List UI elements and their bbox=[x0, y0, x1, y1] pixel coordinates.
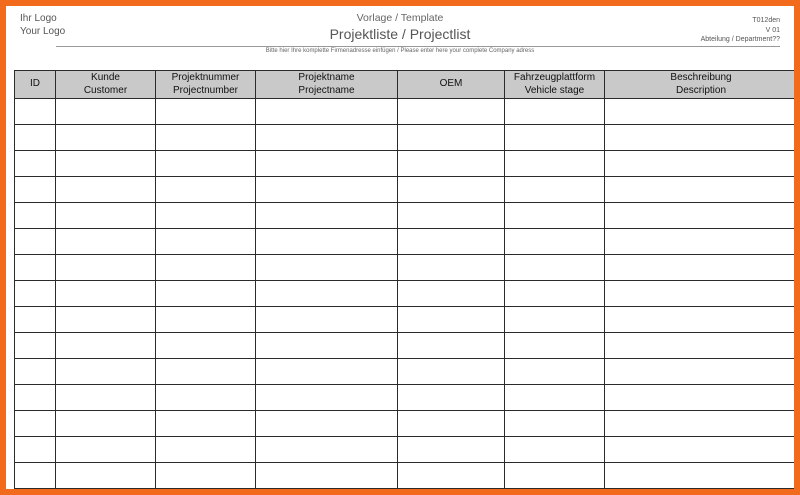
table-cell[interactable] bbox=[505, 255, 605, 281]
table-cell[interactable] bbox=[15, 125, 56, 151]
table-cell[interactable] bbox=[256, 463, 398, 489]
table-cell[interactable] bbox=[56, 203, 156, 229]
table-row bbox=[15, 463, 798, 489]
table-cell[interactable] bbox=[505, 203, 605, 229]
table-cell[interactable] bbox=[156, 307, 256, 333]
table-cell[interactable] bbox=[15, 307, 56, 333]
logo-line-german: Ihr Logo bbox=[20, 13, 57, 24]
table-cell[interactable] bbox=[156, 463, 256, 489]
table-cell[interactable] bbox=[605, 255, 798, 281]
table-cell[interactable] bbox=[56, 437, 156, 463]
table-cell[interactable] bbox=[398, 437, 505, 463]
table-cell[interactable] bbox=[56, 229, 156, 255]
table-cell[interactable] bbox=[505, 333, 605, 359]
table-cell[interactable] bbox=[505, 177, 605, 203]
table-cell[interactable] bbox=[505, 151, 605, 177]
table-cell[interactable] bbox=[398, 333, 505, 359]
table-cell[interactable] bbox=[505, 281, 605, 307]
header-divider bbox=[56, 46, 780, 47]
department-label: Abteilung / Department?? bbox=[700, 36, 780, 43]
table-row bbox=[15, 281, 798, 307]
table-cell[interactable] bbox=[15, 177, 56, 203]
table-cell[interactable] bbox=[256, 99, 398, 125]
table-cell[interactable] bbox=[15, 333, 56, 359]
table-cell[interactable] bbox=[156, 203, 256, 229]
table-cell[interactable] bbox=[15, 151, 56, 177]
table-row bbox=[15, 125, 798, 151]
table-cell[interactable] bbox=[15, 203, 56, 229]
table-row bbox=[15, 437, 798, 463]
table-cell[interactable] bbox=[605, 385, 798, 411]
table-cell[interactable] bbox=[56, 151, 156, 177]
column-header-id: ID bbox=[15, 71, 56, 99]
table-cell[interactable] bbox=[156, 255, 256, 281]
table-cell[interactable] bbox=[505, 463, 605, 489]
document-version: V 01 bbox=[765, 26, 780, 34]
table-cell[interactable] bbox=[605, 359, 798, 385]
table-cell[interactable] bbox=[56, 255, 156, 281]
table-cell[interactable] bbox=[156, 411, 256, 437]
table-cell[interactable] bbox=[398, 229, 505, 255]
table-cell[interactable] bbox=[398, 255, 505, 281]
table-row bbox=[15, 307, 798, 333]
table-body bbox=[15, 99, 798, 489]
column-header-customer: Kunde Customer bbox=[56, 71, 156, 99]
table-row bbox=[15, 385, 798, 411]
table-cell[interactable] bbox=[605, 177, 798, 203]
table-cell[interactable] bbox=[156, 333, 256, 359]
table-cell[interactable] bbox=[156, 229, 256, 255]
table-cell[interactable] bbox=[15, 255, 56, 281]
table-cell[interactable] bbox=[56, 333, 156, 359]
table-cell[interactable] bbox=[505, 229, 605, 255]
table-cell[interactable] bbox=[15, 229, 56, 255]
table-cell[interactable] bbox=[398, 307, 505, 333]
table-cell[interactable] bbox=[505, 99, 605, 125]
table-cell[interactable] bbox=[56, 177, 156, 203]
table-header-row bbox=[15, 71, 798, 99]
table-cell[interactable] bbox=[505, 359, 605, 385]
document-meta bbox=[701, 16, 780, 45]
document-code: T012den bbox=[752, 17, 780, 24]
table-cell[interactable] bbox=[605, 229, 798, 255]
table-cell[interactable] bbox=[15, 437, 56, 463]
table-cell[interactable] bbox=[256, 281, 398, 307]
table-row bbox=[15, 177, 798, 203]
table-cell[interactable] bbox=[156, 177, 256, 203]
table-cell[interactable] bbox=[605, 99, 798, 125]
table-cell[interactable] bbox=[256, 359, 398, 385]
table-cell[interactable] bbox=[56, 411, 156, 437]
table-row bbox=[15, 229, 798, 255]
table-cell[interactable] bbox=[256, 385, 398, 411]
table-cell[interactable] bbox=[605, 151, 798, 177]
table-cell[interactable] bbox=[15, 385, 56, 411]
table-cell[interactable] bbox=[156, 125, 256, 151]
document-title: Projektliste / Projectlist bbox=[329, 26, 471, 42]
table-cell[interactable] bbox=[398, 203, 505, 229]
table-cell[interactable] bbox=[56, 359, 156, 385]
document-subtitle: Vorlage / Template bbox=[356, 12, 444, 24]
table-cell[interactable] bbox=[605, 437, 798, 463]
table-cell[interactable] bbox=[605, 281, 798, 307]
table-cell[interactable] bbox=[605, 411, 798, 437]
table-cell[interactable] bbox=[398, 125, 505, 151]
title-block bbox=[6, 12, 794, 43]
table-row bbox=[15, 255, 798, 281]
table-cell[interactable] bbox=[156, 99, 256, 125]
table-cell[interactable] bbox=[15, 411, 56, 437]
table-cell[interactable] bbox=[398, 151, 505, 177]
table-cell[interactable] bbox=[256, 125, 398, 151]
table-cell[interactable] bbox=[15, 281, 56, 307]
table-cell[interactable] bbox=[398, 359, 505, 385]
table-cell[interactable] bbox=[398, 281, 505, 307]
table-cell[interactable] bbox=[56, 125, 156, 151]
table-cell[interactable] bbox=[505, 307, 605, 333]
table-cell[interactable] bbox=[398, 385, 505, 411]
table-row bbox=[15, 333, 798, 359]
table-row bbox=[15, 151, 798, 177]
table-cell[interactable] bbox=[156, 437, 256, 463]
table-row bbox=[15, 203, 798, 229]
table-cell[interactable] bbox=[605, 307, 798, 333]
table-cell[interactable] bbox=[398, 463, 505, 489]
table-cell[interactable] bbox=[156, 151, 256, 177]
table-cell[interactable] bbox=[505, 411, 605, 437]
table-cell[interactable] bbox=[256, 437, 398, 463]
table-cell[interactable] bbox=[398, 411, 505, 437]
logo-line-english: Your Logo bbox=[20, 26, 66, 37]
table-cell[interactable] bbox=[256, 203, 398, 229]
column-header-vehicle-stage: Fahrzeugplattform Vehicle stage bbox=[505, 71, 605, 99]
table-row bbox=[15, 411, 798, 437]
table-cell[interactable] bbox=[398, 99, 505, 125]
table-cell[interactable] bbox=[15, 359, 56, 385]
table-cell[interactable] bbox=[56, 307, 156, 333]
column-header-project-name: Projektname Projectname bbox=[256, 71, 398, 99]
table-cell[interactable] bbox=[256, 307, 398, 333]
table-cell[interactable] bbox=[605, 203, 798, 229]
column-header-project-number: Projektnummer Projectnumber bbox=[156, 71, 256, 99]
table-cell[interactable] bbox=[256, 255, 398, 281]
table-cell[interactable] bbox=[156, 281, 256, 307]
table-row bbox=[15, 359, 798, 385]
table-cell[interactable] bbox=[256, 333, 398, 359]
table-cell[interactable] bbox=[505, 437, 605, 463]
table-cell[interactable] bbox=[256, 411, 398, 437]
table-cell[interactable] bbox=[398, 177, 505, 203]
column-header-description: Beschreibung Description bbox=[605, 71, 798, 99]
table-cell[interactable] bbox=[56, 463, 156, 489]
table-cell[interactable] bbox=[256, 229, 398, 255]
table-cell[interactable] bbox=[605, 463, 798, 489]
table-cell[interactable] bbox=[56, 281, 156, 307]
table-cell[interactable] bbox=[15, 463, 56, 489]
company-address-note: Bitte hier Ihre komplette Firmenadresse einfügen / Please enter here your complete Company adress bbox=[265, 48, 535, 54]
table-cell[interactable] bbox=[56, 385, 156, 411]
table-cell[interactable] bbox=[256, 151, 398, 177]
table-cell[interactable] bbox=[505, 385, 605, 411]
table-cell[interactable] bbox=[605, 125, 798, 151]
table-cell[interactable] bbox=[156, 385, 256, 411]
column-header-oem: OEM bbox=[398, 71, 505, 99]
table-cell[interactable] bbox=[15, 99, 56, 125]
project-table bbox=[14, 70, 798, 489]
table-row bbox=[15, 99, 798, 125]
table-cell[interactable] bbox=[505, 125, 605, 151]
table-cell[interactable] bbox=[156, 359, 256, 385]
table-cell[interactable] bbox=[256, 177, 398, 203]
table-cell[interactable] bbox=[605, 333, 798, 359]
table-cell[interactable] bbox=[56, 99, 156, 125]
